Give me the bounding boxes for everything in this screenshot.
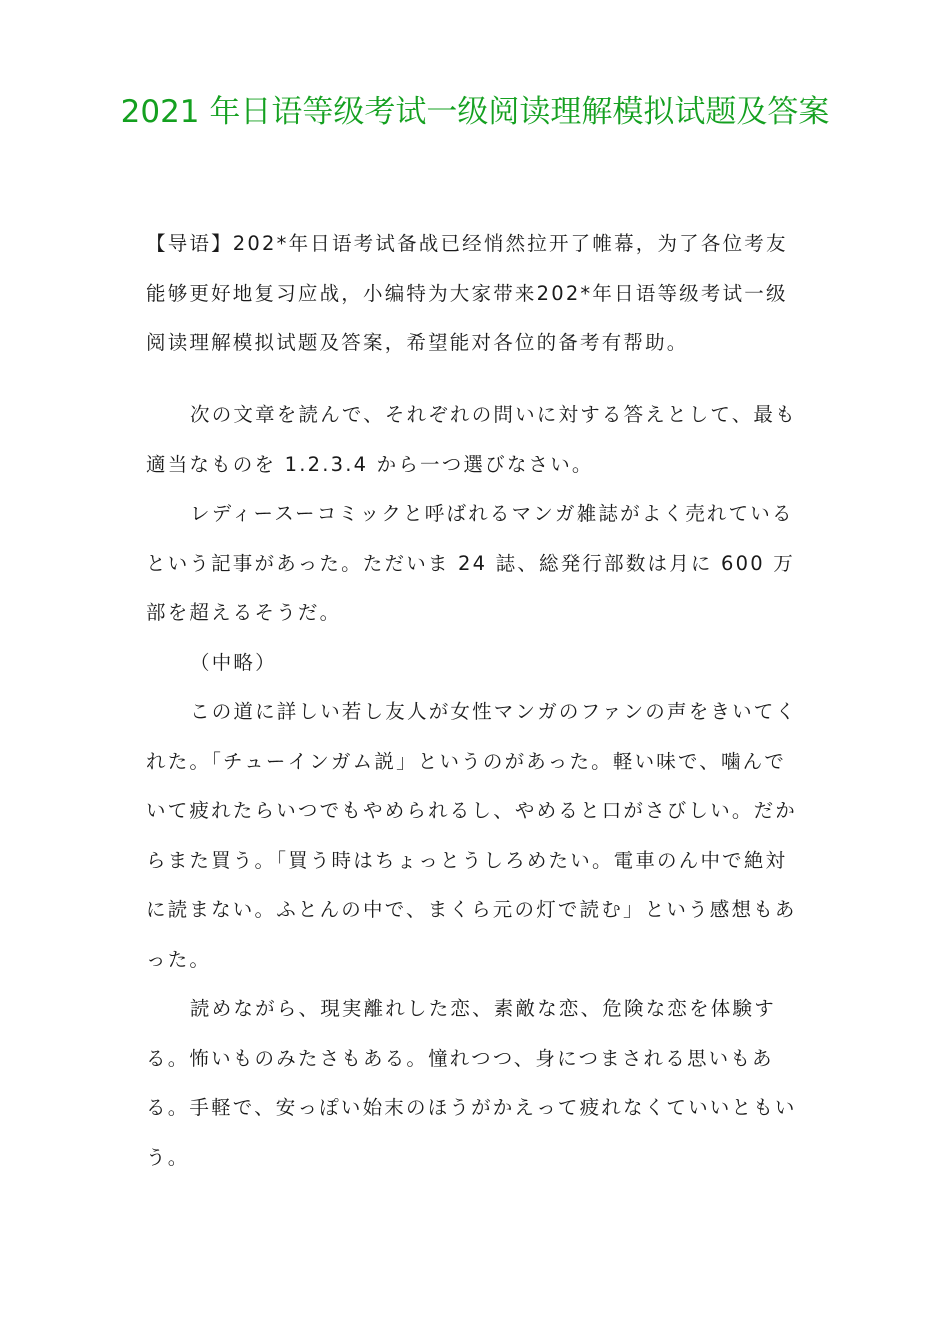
- document-title: 2021 年日语等级考试一级阅读理解模拟试题及答案: [120, 94, 830, 130]
- reading-passage: [146, 390, 806, 1182]
- passage-paragraph: レディースーコミックと呼ばれるマンガ雑誌がよく売れているという記事があった。ただいま 24 誌、総発行部数は月に 600 万部を超えるそうだ。: [146, 502, 795, 624]
- instruction-paragraph: 次の文章を読んで、それぞれの問いに対する答えとして、最も適当なものを 1.2.3.4 から一つ選びなさい。: [146, 403, 797, 476]
- omission-note: （中略）: [190, 650, 277, 674]
- passage-paragraph: この道に詳しい若し友人が女性マンガのファンの声をきいてくれた。「チューインガム説」というのがあった。軽い味で、噛んでいて疲れたらいつでもやめられるし、やめると口がさびしい。だからまた買う。「買う時はちょっとうしろめたい。電車のん中で絶対に読まない。ふとんの中で、まくら元の灯で読む」という感想もあった。: [146, 700, 798, 971]
- intro-section: [146, 219, 806, 368]
- intro-paragraph: 【导语】202*年日语考试备战已经悄然拉开了帷幕，为了各位考友能够更好地复习应战，小编特为大家带来202*年日语等级考试一级阅读理解模拟试题及答案，希望能对各位的备考有帮助。: [146, 232, 788, 354]
- passage-paragraph: 読めながら、現実離れした恋、素敵な恋、危険な恋を体験する。怖いものみたさもある。憧れつつ、身につまされる思いもある。手軽で、安っぽい始末のほうがかえって疲れなくていいともいう。: [146, 997, 797, 1169]
